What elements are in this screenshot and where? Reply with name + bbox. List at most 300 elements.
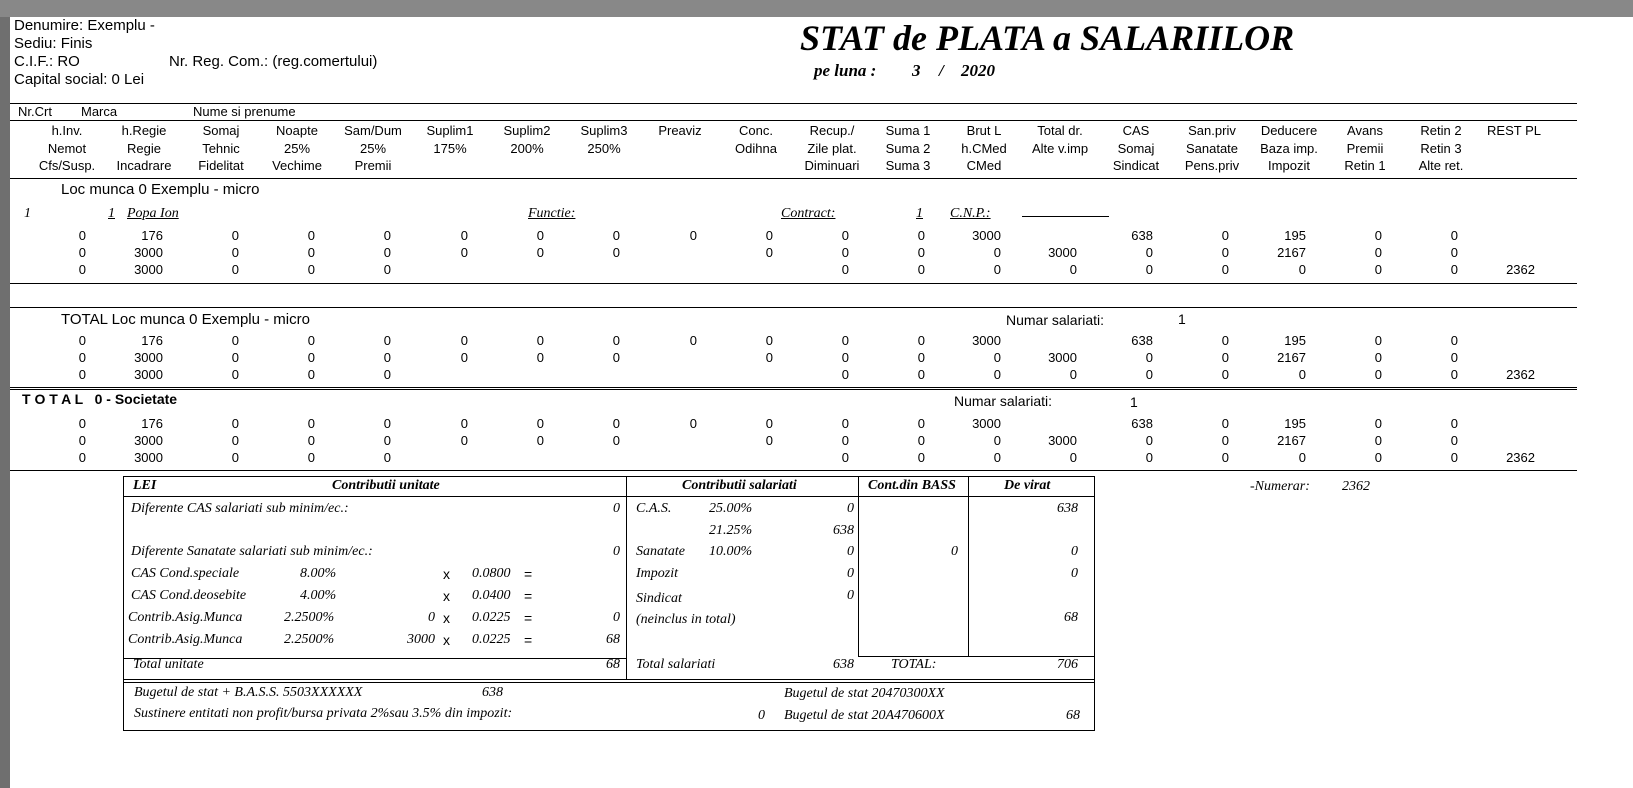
- nr-salariati-label: Numar salariati:: [1006, 312, 1105, 328]
- employee-contract-nr: 1: [916, 206, 923, 221]
- loc-munca-label: Loc munca 0 Exemplu - micro: [61, 181, 260, 198]
- summary-total-line: [124, 682, 1094, 683]
- table-cell: 0: [1374, 262, 1382, 277]
- table-cell: 0: [78, 262, 86, 277]
- table-cell: 0: [1221, 228, 1229, 243]
- numerar-value: 2362: [1342, 479, 1370, 494]
- report-page: [10, 17, 1633, 788]
- table-cell: 0: [1145, 367, 1153, 382]
- column-header-line: Retin 3: [1420, 140, 1462, 156]
- divider: [10, 470, 1577, 471]
- summary-header-line: [124, 496, 1094, 497]
- table-cell: 0: [1069, 450, 1077, 465]
- table-cell: 0: [917, 245, 925, 260]
- table-cell: 3000: [134, 245, 163, 260]
- sustinere-label: Sustinere entitati non profit/bursa privata 2%sau 3.5% din impozit:: [134, 706, 513, 721]
- company-seat: Sediu: Finis: [14, 35, 93, 52]
- table-cell: 176: [141, 228, 163, 243]
- table-cell: 0: [917, 228, 925, 243]
- table-cell: 638: [1131, 228, 1153, 243]
- table-cell: 3000: [134, 350, 163, 365]
- table-cell: 0: [765, 416, 773, 431]
- summary-col-divider: [626, 477, 627, 680]
- table-cell: 0: [1221, 416, 1229, 431]
- company-name: Denumire: Exemplu -: [14, 17, 155, 34]
- table-cell: 0: [993, 350, 1001, 365]
- table-cell: 0: [1374, 416, 1382, 431]
- table-cell: 0: [78, 416, 86, 431]
- table-cell: 0: [612, 433, 620, 448]
- table-cell: 0: [1450, 367, 1458, 382]
- column-header-line: Conc.: [739, 123, 773, 138]
- table-cell: 0: [231, 450, 239, 465]
- table-cell: 0: [460, 333, 468, 348]
- table-cell: 0: [612, 245, 620, 260]
- column-header-line: Retin 1: [1344, 158, 1386, 173]
- column-header-line: Cfs/Susp.: [38, 158, 96, 173]
- table-cell: 0: [78, 450, 86, 465]
- impozit-label: Impozit: [636, 566, 678, 581]
- table-cell: 0: [689, 228, 697, 243]
- sanatate-label: Sanatate: [636, 544, 685, 559]
- table-cell: 176: [141, 416, 163, 431]
- table-cell: 0: [78, 367, 86, 382]
- employee-marca: 1: [108, 206, 115, 221]
- buget-20470300-label: Bugetul de stat 20470300XX: [784, 686, 945, 701]
- table-cell: 0: [1145, 245, 1153, 260]
- table-cell: 0: [536, 433, 544, 448]
- employee-cnp: C.N.P.:: [950, 206, 991, 221]
- table-cell: 195: [1284, 333, 1306, 348]
- table-cell: 2362: [1506, 262, 1535, 277]
- table-cell: 0: [78, 350, 86, 365]
- table-cell: 0: [460, 228, 468, 243]
- table-cell: 0: [1069, 367, 1077, 382]
- table-cell: 0: [765, 350, 773, 365]
- cam1-factor: 0.0225: [472, 610, 511, 625]
- table-cell: 638: [1131, 333, 1153, 348]
- cas-pct-2: 21.25%: [709, 523, 753, 538]
- cas-spec-eq: =: [524, 566, 533, 582]
- table-cell: 195: [1284, 228, 1306, 243]
- table-cell: 0: [993, 450, 1001, 465]
- column-header-line: Sam/Dum: [344, 123, 402, 138]
- table-cell: 3000: [134, 367, 163, 382]
- table-cell: 0: [460, 433, 468, 448]
- buget-20a470600-value: 68: [1066, 708, 1080, 723]
- table-cell: 2167: [1277, 433, 1306, 448]
- table-cell: 0: [383, 262, 391, 277]
- summary-lei: LEI: [133, 478, 157, 493]
- divider: [10, 389, 1577, 390]
- column-header-line: Total dr.: [1037, 123, 1083, 138]
- column-header-line: Avans: [1347, 123, 1383, 138]
- table-cell: 0: [536, 350, 544, 365]
- column-header-line: CMed: [966, 158, 1002, 173]
- column-header-line: Somaj: [1117, 140, 1155, 156]
- table-cell: 0: [307, 245, 315, 260]
- table-cell: 638: [1131, 416, 1153, 431]
- column-header-line: Suma 1: [885, 123, 931, 138]
- table-cell: 0: [1374, 433, 1382, 448]
- cas-deos-pct: 4.00%: [300, 588, 337, 603]
- table-cell: 195: [1284, 416, 1306, 431]
- column-header-line: Somaj: [202, 123, 240, 138]
- table-cell: 3000: [134, 262, 163, 277]
- cas-label: C.A.S.: [636, 501, 672, 516]
- table-cell: 2167: [1277, 245, 1306, 260]
- table-cell: 0: [231, 333, 239, 348]
- buget-bass-value: 638: [482, 685, 503, 700]
- cas-deos-x: x: [443, 588, 450, 604]
- column-header-line: Suplim2: [503, 123, 551, 138]
- table-cell: 0: [78, 228, 86, 243]
- table-cell: 0: [383, 228, 391, 243]
- table-cell: 0: [460, 245, 468, 260]
- column-header-line: Retin 2: [1420, 123, 1462, 138]
- column-header-line: Odihna: [735, 140, 777, 156]
- column-header-line: 200%: [510, 140, 544, 156]
- total-unitate-value: 68: [606, 657, 620, 672]
- dif-san-label: Diferente Sanatate salariati sub minim/ec.:: [131, 544, 373, 559]
- sindicat-value: 0: [847, 588, 854, 603]
- column-header-line: 175%: [433, 140, 467, 156]
- divider: [10, 387, 1577, 388]
- column-header-line: Premii: [354, 158, 392, 173]
- cam2-label: Contrib.Asig.Munca: [128, 632, 243, 647]
- table-cell: 0: [689, 333, 697, 348]
- nr-salariati-value: 1: [1178, 311, 1186, 327]
- dif-cas-label: Diferente CAS salariati sub minim/ec.:: [131, 501, 349, 516]
- table-cell: 0: [841, 228, 849, 243]
- table-cell: 0: [917, 416, 925, 431]
- divider: [10, 178, 1577, 179]
- column-header-line: Suplim3: [580, 123, 628, 138]
- column-header-line: Regie: [127, 140, 161, 156]
- table-cell: 3000: [972, 228, 1001, 243]
- column-header-line: Fidelitat: [198, 158, 244, 173]
- table-cell: 0: [1298, 450, 1306, 465]
- table-cell: 0: [1221, 350, 1229, 365]
- table-cell: 0: [78, 433, 86, 448]
- table-cell: 0: [1374, 228, 1382, 243]
- table-cell: 0: [383, 245, 391, 260]
- table-cell: 0: [841, 416, 849, 431]
- summary-col-divider: [968, 477, 969, 657]
- table-cell: 0: [231, 228, 239, 243]
- table-cell: 0: [1298, 262, 1306, 277]
- column-header-line: Brut L: [966, 123, 1002, 138]
- table-cell: 2167: [1277, 350, 1306, 365]
- table-cell: 0: [1450, 245, 1458, 260]
- total-salariati-value: 638: [833, 657, 854, 672]
- table-cell: 0: [612, 416, 620, 431]
- table-cell: 0: [841, 245, 849, 260]
- table-cell: 0: [917, 450, 925, 465]
- company-capital: Capital social: 0 Lei: [14, 71, 145, 88]
- table-cell: 3000: [134, 433, 163, 448]
- column-header-line: Alte ret.: [1418, 158, 1464, 173]
- cam1-eq: =: [524, 610, 533, 626]
- table-cell: 0: [917, 433, 925, 448]
- employee-nr: 1: [24, 206, 31, 221]
- period-month: 3: [912, 61, 921, 80]
- column-header-line: Sindicat: [1112, 158, 1160, 173]
- column-header-line: Alte v.imp: [1031, 140, 1089, 156]
- table-cell: 0: [78, 245, 86, 260]
- table-cell: 0: [307, 416, 315, 431]
- period-label: pe luna :: [814, 61, 877, 80]
- sanatate-pct: 10.00%: [709, 544, 753, 559]
- table-cell: 0: [307, 367, 315, 382]
- table-cell: 2362: [1506, 450, 1535, 465]
- table-cell: 3000: [972, 416, 1001, 431]
- neinclus-label: (neinclus in total): [636, 612, 736, 627]
- table-cell: 0: [765, 433, 773, 448]
- table-cell: 0: [765, 333, 773, 348]
- neinclus-virat: 68: [1064, 610, 1078, 625]
- table-cell: 0: [612, 228, 620, 243]
- summary-cont-bass: Cont.din BASS: [868, 478, 956, 493]
- column-header-line: Impozit: [1268, 158, 1310, 173]
- column-header-line: Baza imp.: [1260, 140, 1318, 156]
- window-left-border: [0, 17, 10, 788]
- column-header-line: 25%: [359, 140, 387, 156]
- table-cell: 0: [1450, 350, 1458, 365]
- table-cell: 2362: [1506, 367, 1535, 382]
- table-cell: 0: [231, 416, 239, 431]
- column-header-line: 25%: [283, 140, 311, 156]
- buget-20a470600-label: Bugetul de stat 20A470600X: [784, 708, 945, 723]
- window-top-bar: [0, 0, 1633, 17]
- table-cell: 0: [383, 433, 391, 448]
- table-cell: 0: [307, 262, 315, 277]
- table-cell: 0: [307, 228, 315, 243]
- table-cell: 0: [1374, 367, 1382, 382]
- table-cell: 0: [917, 262, 925, 277]
- divider: [10, 120, 1577, 121]
- table-cell: 0: [78, 333, 86, 348]
- table-cell: 0: [993, 245, 1001, 260]
- table-cell: 0: [841, 367, 849, 382]
- table-cell: 3000: [1048, 433, 1077, 448]
- table-cell: 0: [1374, 450, 1382, 465]
- table-cell: 0: [1450, 262, 1458, 277]
- cas-spec-pct: 8.00%: [300, 566, 337, 581]
- table-cell: 0: [231, 350, 239, 365]
- period-separator: /: [939, 61, 944, 80]
- column-header-line: San.priv: [1188, 123, 1236, 138]
- table-cell: 0: [1298, 367, 1306, 382]
- table-cell: 0: [612, 350, 620, 365]
- column-header-line: Zile plat.: [807, 140, 857, 156]
- column-header-line: Preaviz: [658, 123, 702, 138]
- divider: [10, 283, 1577, 284]
- sanatate-virat: 0: [1071, 544, 1078, 559]
- dif-cas-value: 0: [613, 501, 620, 516]
- cam1-pct: 2.2500%: [284, 610, 335, 625]
- total-unitate-label: Total unitate: [133, 657, 204, 672]
- table-cell: 0: [383, 416, 391, 431]
- impozit-virat: 0: [1071, 566, 1078, 581]
- column-header-line: Deducere: [1260, 123, 1318, 138]
- table-cell: 0: [1374, 245, 1382, 260]
- table-cell: 0: [765, 228, 773, 243]
- column-header-line: Noapte: [276, 123, 318, 138]
- table-cell: 3000: [1048, 245, 1077, 260]
- cam2-eq: =: [524, 632, 533, 648]
- column-header-line: Premii: [1346, 140, 1384, 156]
- header-nume: Nume si prenume: [193, 104, 296, 119]
- summary-contrib-salariati: Contributii salariati: [682, 478, 797, 493]
- cam1-label: Contrib.Asig.Munca: [128, 610, 243, 625]
- cas-virat: 638: [1057, 501, 1078, 516]
- column-header-line: Suma 3: [885, 158, 931, 173]
- cam2-base: 3000: [407, 632, 435, 647]
- table-cell: 3000: [134, 450, 163, 465]
- table-cell: 0: [307, 333, 315, 348]
- soc-nr-salariati-label: Numar salariati:: [954, 393, 1053, 409]
- summary-total-line: [124, 679, 1094, 680]
- table-cell: 0: [1450, 333, 1458, 348]
- table-cell: 0: [1450, 228, 1458, 243]
- buget-bass-label: Bugetul de stat + B.A.S.S. 5503XXXXXX: [134, 685, 363, 700]
- cas-spec-x: x: [443, 566, 450, 582]
- table-cell: 0: [1221, 333, 1229, 348]
- table-cell: 0: [917, 367, 925, 382]
- table-cell: 0: [536, 228, 544, 243]
- cas-deos-eq: =: [524, 588, 533, 604]
- cas-spec-label: CAS Cond.speciale: [131, 566, 240, 581]
- table-cell: 0: [1221, 262, 1229, 277]
- cam1-value: 0: [613, 610, 620, 625]
- table-cell: 0: [1145, 262, 1153, 277]
- cam2-x: x: [443, 632, 450, 648]
- column-header-line: Sanatate: [1185, 140, 1239, 156]
- table-cell: 0: [536, 416, 544, 431]
- cam2-pct: 2.2500%: [284, 632, 335, 647]
- table-cell: 0: [765, 245, 773, 260]
- table-cell: 0: [231, 367, 239, 382]
- cam2-value: 68: [606, 632, 620, 647]
- column-header-line: Suma 2: [885, 140, 931, 156]
- table-cell: 0: [1145, 350, 1153, 365]
- column-header-line: Nemot: [47, 140, 87, 156]
- column-header-line: CAS: [1122, 123, 1150, 138]
- table-cell: 176: [141, 333, 163, 348]
- company-reg: Nr. Reg. Com.: (reg.comertului): [169, 53, 378, 70]
- sindicat-label: Sindicat: [636, 591, 682, 606]
- column-header-line: Diminuari: [804, 158, 860, 173]
- cas-spec-factor: 0.0800: [472, 566, 511, 581]
- cnp-blank-line: [1022, 216, 1109, 217]
- table-cell: 3000: [972, 333, 1001, 348]
- employee-name: Popa Ion: [127, 206, 179, 221]
- numerar-label: -Numerar:: [1250, 479, 1310, 494]
- column-header-line: Tehnic: [202, 140, 240, 156]
- total-label: TOTAL:: [891, 657, 937, 672]
- cas-value-1: 0: [847, 501, 854, 516]
- cam1-x: x: [443, 610, 450, 626]
- cam2-factor: 0.0225: [472, 632, 511, 647]
- table-cell: 0: [460, 416, 468, 431]
- table-cell: 0: [536, 333, 544, 348]
- column-header: [1469, 122, 1559, 140]
- soc-nr-salariati-value: 1: [1130, 394, 1138, 410]
- column-header-line: Suplim1: [426, 123, 474, 138]
- table-cell: 0: [1221, 450, 1229, 465]
- table-cell: 0: [1221, 367, 1229, 382]
- column-header-line: h.Regie: [121, 123, 167, 138]
- table-cell: 0: [841, 450, 849, 465]
- table-cell: 0: [536, 245, 544, 260]
- column-header-line: REST PL: [1487, 123, 1541, 138]
- cas-pct-1: 25.00%: [709, 501, 753, 516]
- table-cell: 0: [1374, 333, 1382, 348]
- table-cell: 0: [917, 350, 925, 365]
- column-header-line: h.CMed: [961, 140, 1007, 156]
- table-cell: 0: [993, 433, 1001, 448]
- header-marca: Marca: [81, 104, 118, 119]
- column-header-line: Pens.priv: [1184, 158, 1240, 173]
- cas-value-2: 638: [833, 523, 854, 538]
- employee-contract: Contract:: [781, 206, 836, 221]
- summary-col-divider: [858, 477, 859, 657]
- total-societate-label: T O T A L 0 - Societate: [22, 391, 178, 407]
- column-header-line: Incadrare: [116, 158, 172, 173]
- table-cell: 0: [1450, 416, 1458, 431]
- table-cell: 0: [460, 350, 468, 365]
- column-header-line: Vechime: [272, 158, 322, 173]
- table-cell: 0: [841, 333, 849, 348]
- table-cell: 0: [307, 450, 315, 465]
- table-cell: 0: [383, 350, 391, 365]
- table-cell: 0: [1145, 433, 1153, 448]
- sanatate-bass: 0: [951, 544, 958, 559]
- table-cell: 0: [841, 350, 849, 365]
- table-cell: 0: [383, 450, 391, 465]
- table-cell: 0: [993, 367, 1001, 382]
- table-cell: 0: [612, 333, 620, 348]
- dif-san-value: 0: [613, 544, 620, 559]
- cas-deos-label: CAS Cond.deosebite: [131, 588, 247, 603]
- table-cell: 0: [1145, 450, 1153, 465]
- company-cif: C.I.F.: RO: [14, 53, 80, 70]
- summary-de-virat: De virat: [1004, 478, 1051, 493]
- table-cell: 3000: [1048, 350, 1077, 365]
- cam1-base: 0: [428, 610, 435, 625]
- divider: [10, 307, 1577, 308]
- table-cell: 0: [383, 367, 391, 382]
- total-salariati-label: Total salariati: [636, 657, 716, 672]
- table-cell: 0: [231, 262, 239, 277]
- table-cell: 0: [841, 433, 849, 448]
- table-cell: 0: [1069, 262, 1077, 277]
- table-cell: 0: [1221, 245, 1229, 260]
- column-header-line: Recup./: [809, 123, 855, 138]
- table-cell: 0: [917, 333, 925, 348]
- table-cell: 0: [383, 333, 391, 348]
- table-cell: 0: [307, 433, 315, 448]
- table-cell: 0: [1450, 450, 1458, 465]
- total-loc-munca-label: TOTAL Loc munca 0 Exemplu - micro: [61, 311, 310, 328]
- total-value: 706: [1057, 657, 1078, 672]
- cas-deos-factor: 0.0400: [472, 588, 511, 603]
- table-cell: 0: [1221, 433, 1229, 448]
- table-cell: 0: [1450, 433, 1458, 448]
- period-year: 2020: [961, 61, 995, 80]
- table-cell: 0: [689, 416, 697, 431]
